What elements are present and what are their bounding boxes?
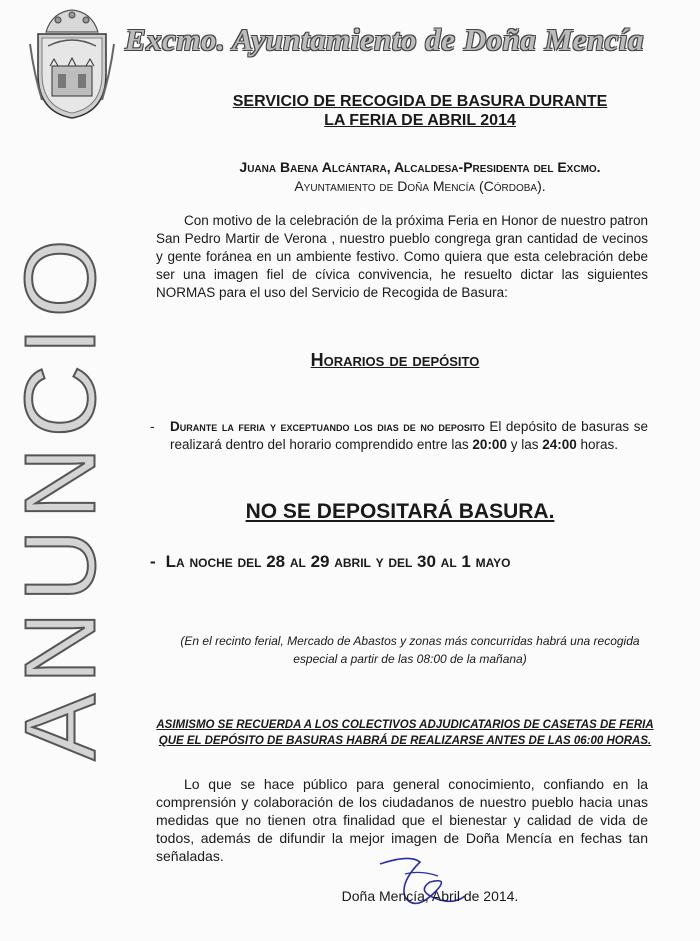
author-line-2: Ayuntamiento de Doña Mencía (Córdoba). [294,178,546,194]
schedule-bullet-rest: El depósito de basuras se realizará dentro del horario comprendido entre las [170,419,648,452]
anuncio-vertical-banner [4,170,118,820]
signature-scribble [360,852,480,922]
horarios-heading: Horarios de depósito [310,350,480,370]
bullet-marker: - [150,552,156,571]
schedule-bullet-text [170,418,648,454]
schedule-bullet-lead: Durante la feria y exceptuando los dias de no deposito [170,419,485,434]
no-basura-heading: NO SE DEPOSITARÁ BASURA. [245,500,555,523]
closing-paragraph: Lo que se hace público para general conocimiento, confiando en la comprensión y colaboración de los ciudadanos de nuestro pueblo hacia unas medidas que no tienen otra finalidad que el bienestar y calidad de vida de todos, además de difundir la mejor imagen de Doña Mencía en fechas tan señaladas. [156,776,648,864]
schedule-bullet-end: horas. [576,437,619,452]
title-line-1: SERVICIO DE RECOGIDA DE BASURA DURANTE [232,93,608,110]
schedule-time-end: 24:00 [542,437,577,452]
intro-paragraph: Con motivo de la celebración de la próxima Feria en Honor de nuestro patron San Pedro Martir de Verona , nuestro pueblo congrega gran cantidad de vecinos y gente foránea en un ambiente festivo. Como quiera que esta celebración debe ser una imagen fiel de cívica convivencia, he resuelto dictar las siguientes NORMAS para el uso del Servicio de Recogida de Basura: [156,213,648,300]
schedule-bullet-middle: y las [506,437,543,452]
anuncio-text: ANUNCIO [4,229,117,761]
casetas-notice [155,717,655,749]
notice-line-2: QUE EL DEPÓSITO DE BASURAS HABRÁ DE REALIZARSE ANTES DE LAS 06:00 HORAS. [158,735,652,747]
schedule-time-start: 20:00 [472,437,507,452]
municipality-header: Excmo. Ayuntamiento de Doña Mencía [125,22,645,57]
author-block [140,158,700,196]
document-title [140,92,700,130]
municipal-crest [28,4,116,122]
title-line-2: LA FERIA DE ABRIL 2014 [324,112,516,129]
dates-bullet-text: La noche del 28 al 29 abril y del 30 al 1 mayo [165,552,511,571]
notice-line-1: ASIMISMO SE RECUERDA A LOS COLECTIVOS ADJUDICATARIOS DE CASETAS DE FERIA [156,719,654,731]
schedule-bullet [150,418,648,454]
bullet-marker: - [150,419,155,434]
special-collection-note: (En el recinto ferial, Mercado de Abastos y zonas más concurridas habrá una recogida especial a partir de las 08:00 de la mañana) [180,634,640,666]
dates-bullet [150,553,650,571]
sign-date: Doña Mencía, Abril de 2014. [341,888,519,904]
author-line-1: Juana Baena Alcántara, Alcaldesa-Presidenta del Excmo. [239,159,601,175]
